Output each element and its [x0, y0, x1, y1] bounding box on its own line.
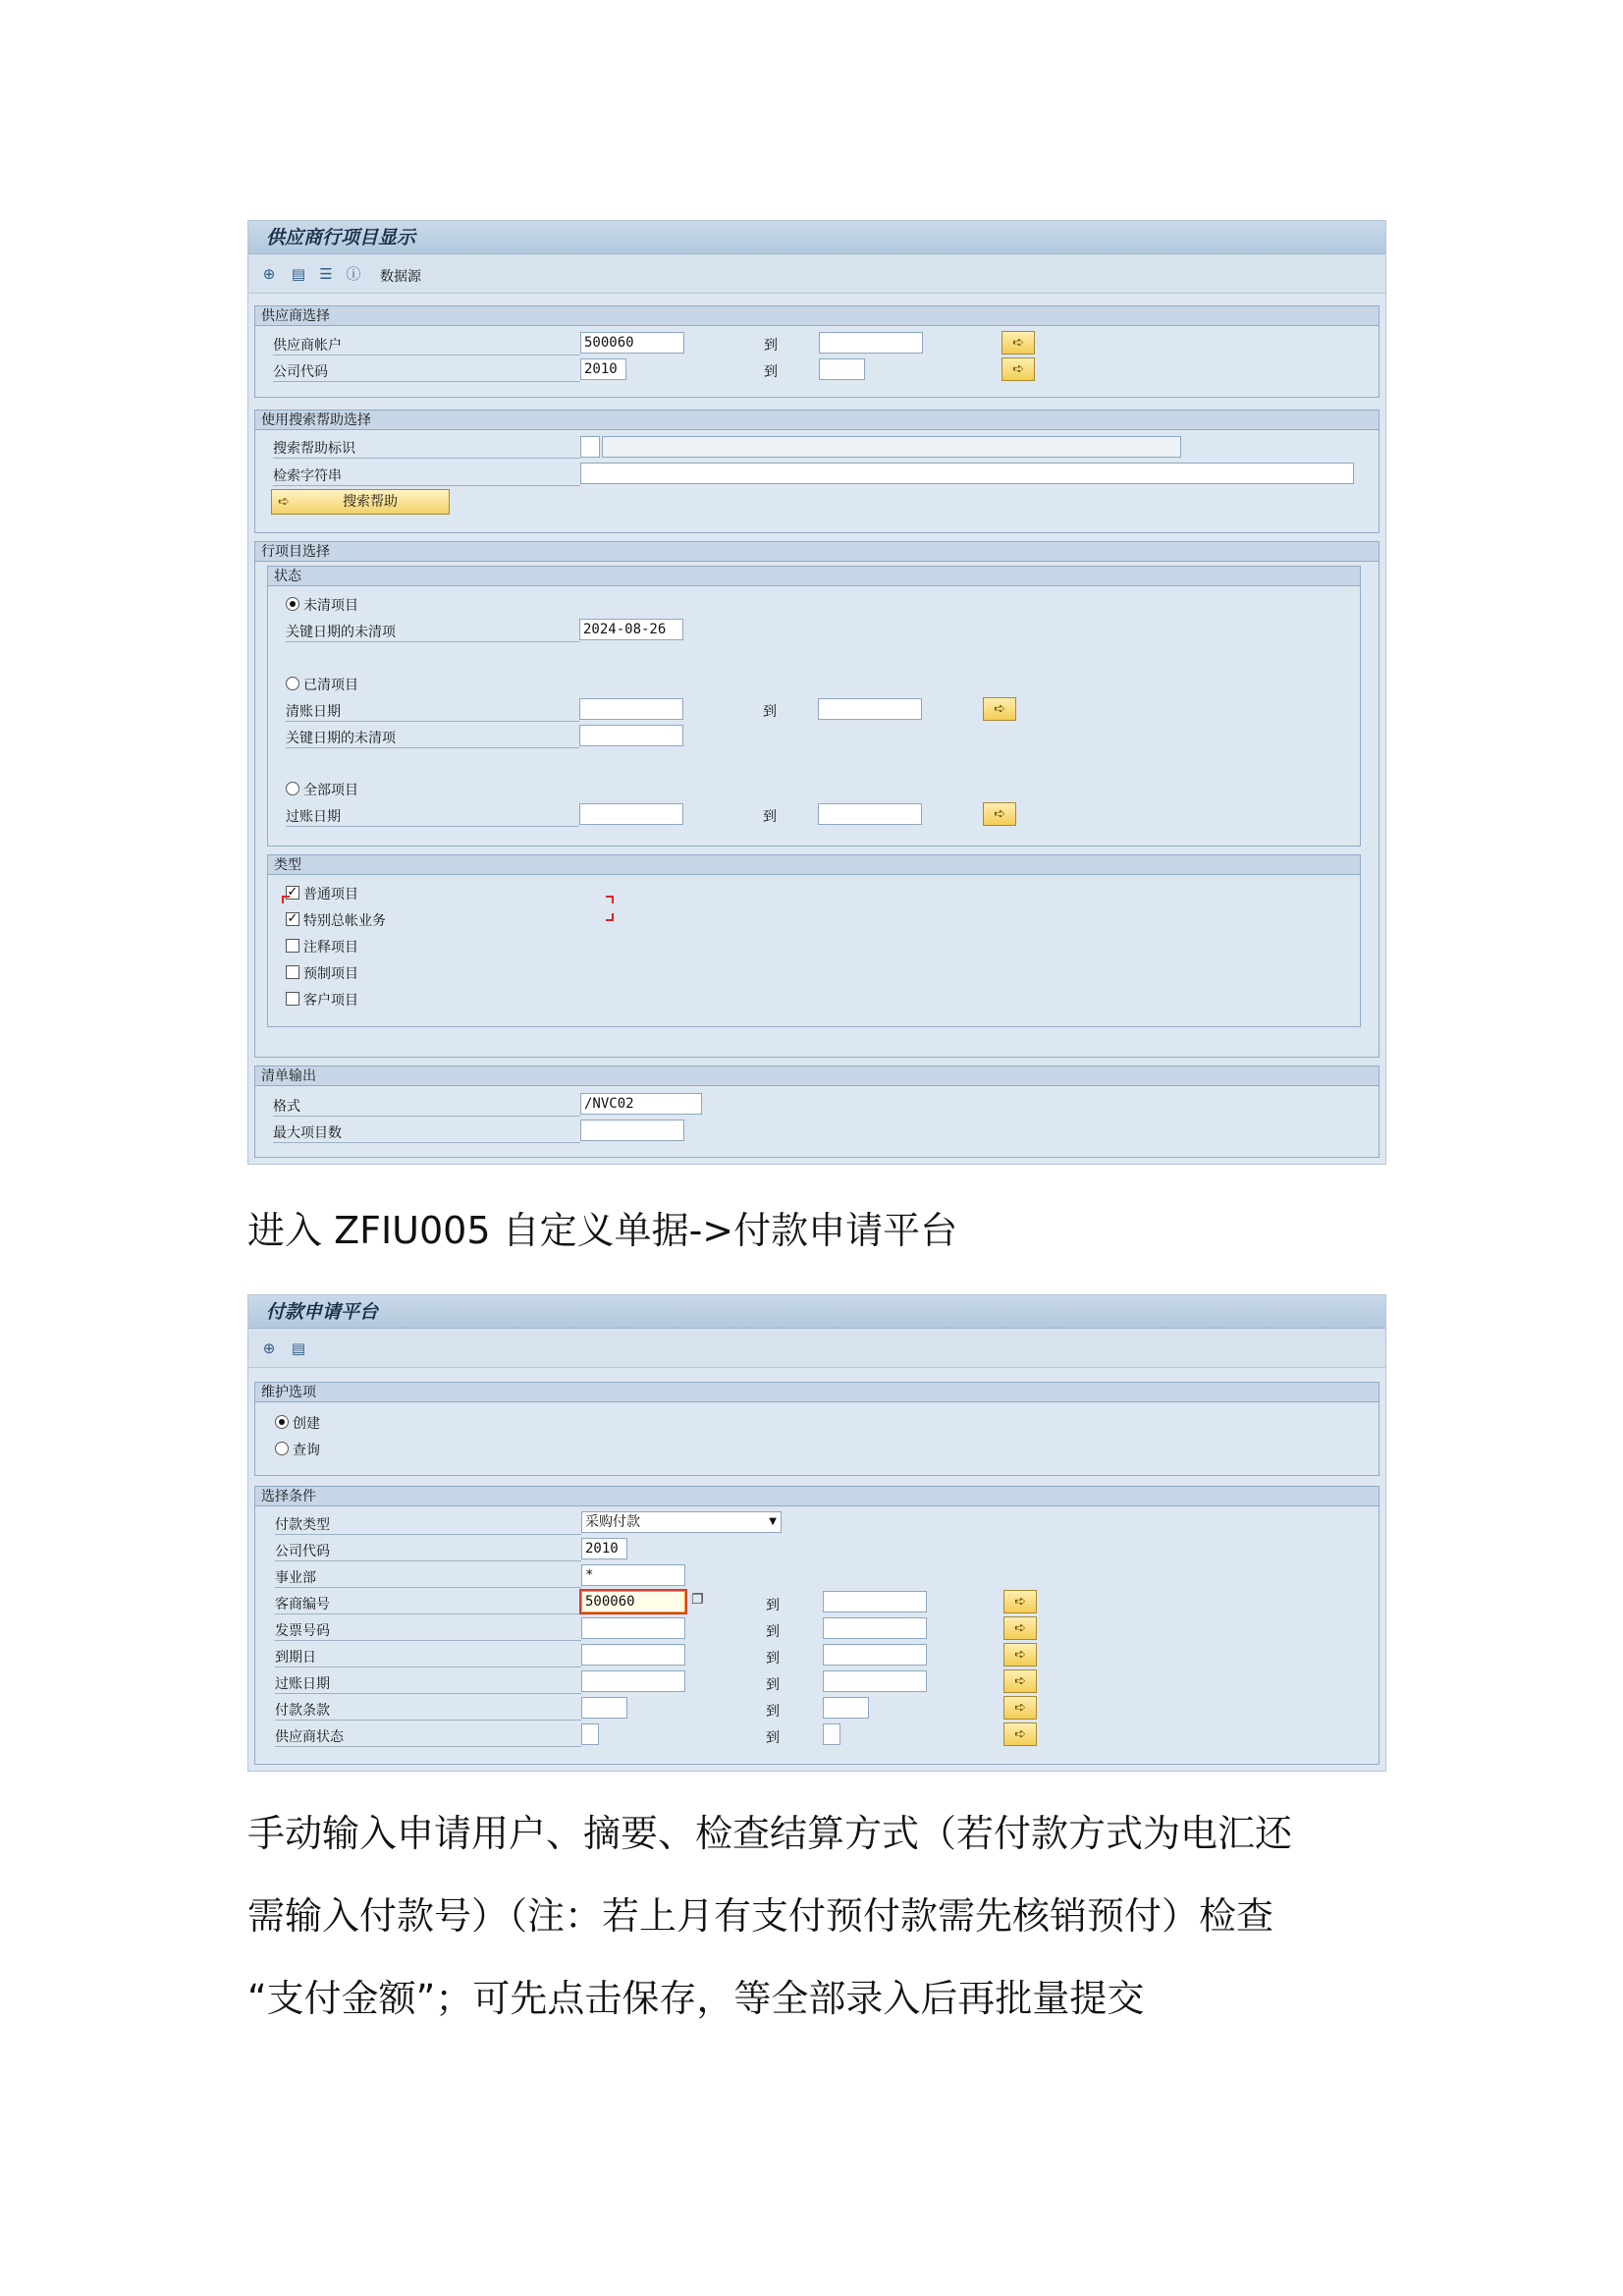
- selection-list-icon[interactable]: ☰: [319, 265, 333, 283]
- search-help-id-description: [602, 436, 1181, 458]
- vendor-no-from-input[interactable]: 500060: [581, 1591, 685, 1613]
- divider: [275, 1587, 581, 1588]
- payment-terms-from-input[interactable]: [581, 1697, 627, 1719]
- type-checkbox[interactable]: [286, 965, 299, 979]
- type-checkbox-label: 客户项目: [303, 993, 358, 1009]
- type-checkbox[interactable]: [286, 939, 299, 953]
- vendor-status-label: 供应商状态: [275, 1729, 344, 1745]
- type-checkbox[interactable]: [286, 992, 299, 1006]
- vendor-line-item-display-screen: [247, 220, 1386, 1165]
- to-label: 到: [764, 338, 778, 354]
- posting-date-from-input[interactable]: [581, 1670, 685, 1692]
- to-label: 到: [766, 1704, 780, 1720]
- line-item-selection-group: [254, 541, 1380, 1058]
- due-date-to-input[interactable]: [823, 1644, 927, 1666]
- type-subgroup: [267, 854, 1361, 1027]
- instruction-text: 进入 ZFIU005 自定义单据->付款申请平台: [247, 1209, 958, 1252]
- key-date-label: 关键日期的未清项: [286, 625, 396, 640]
- instruction-paragraph-line-1: 手动输入申请用户、摘要、检查结算方式（若付款方式为电汇还: [247, 1812, 1293, 1855]
- vendor-selection-group: [254, 305, 1380, 398]
- red-corner-mark: [282, 896, 290, 903]
- payment-request-platform-screen: [247, 1294, 1386, 1772]
- dropdown-arrow-icon: ▼: [769, 1516, 777, 1527]
- arrow-icon: ➪: [278, 494, 290, 510]
- search-string-label: 检索字符串: [273, 468, 342, 484]
- search-help-group: [254, 410, 1380, 533]
- multiple-selection-button[interactable]: ➪: [1003, 1696, 1037, 1720]
- multiple-selection-button[interactable]: ➪: [1003, 1616, 1037, 1640]
- business-unit-input[interactable]: *: [581, 1564, 685, 1586]
- divider: [286, 747, 579, 748]
- selection-criteria-group: [254, 1486, 1380, 1765]
- execute-icon[interactable]: ⊕: [262, 265, 276, 283]
- layout-label: 格式: [273, 1099, 300, 1115]
- open-items-radio[interactable]: [286, 597, 299, 611]
- to-label: 到: [763, 809, 777, 825]
- clearing-date-label: 清账日期: [286, 704, 341, 720]
- multiple-selection-button[interactable]: ➪: [1003, 1669, 1037, 1693]
- variant-icon[interactable]: ▤: [291, 265, 306, 283]
- create-radio[interactable]: [275, 1415, 289, 1429]
- posting-date-to-input[interactable]: [823, 1670, 927, 1692]
- divider: [286, 826, 579, 827]
- create-label: 创建: [293, 1416, 320, 1432]
- to-label: 到: [766, 1730, 780, 1746]
- key-date-input-2[interactable]: [579, 725, 683, 746]
- invoice-no-label: 发票号码: [275, 1623, 330, 1639]
- max-items-label: 最大项目数: [273, 1125, 342, 1141]
- type-checkbox-label: 注释项目: [303, 940, 358, 956]
- divider: [275, 1640, 581, 1641]
- invoice-no-from-input[interactable]: [581, 1617, 685, 1639]
- divider: [275, 1560, 581, 1561]
- multiple-selection-button[interactable]: ➪: [1003, 1643, 1037, 1667]
- divider: [273, 1142, 580, 1143]
- posting-date-to-input[interactable]: [818, 803, 922, 825]
- vendor-status-from-input[interactable]: [581, 1723, 599, 1745]
- all-items-label: 全部项目: [303, 783, 358, 798]
- multiple-selection-button[interactable]: ➪: [1003, 1722, 1037, 1746]
- layout-input[interactable]: /NVC02: [580, 1093, 702, 1115]
- divider: [275, 1720, 581, 1721]
- invoice-no-to-input[interactable]: [823, 1617, 927, 1639]
- key-date-input[interactable]: 2024-08-26: [579, 619, 683, 640]
- divider: [275, 1693, 581, 1694]
- type-checkbox-label: 特别总帐业务: [303, 913, 386, 929]
- multiple-selection-button[interactable]: ➪: [983, 697, 1016, 721]
- key-date-label-2: 关键日期的未清项: [286, 731, 396, 746]
- group-title: 类型: [268, 855, 1360, 875]
- copy-icon[interactable]: ❐: [691, 1592, 704, 1608]
- query-radio[interactable]: [275, 1442, 289, 1455]
- instruction-paragraph-line-2: 需输入付款号）（注：若上月有支付预付款需先核销预付）检查: [247, 1894, 1274, 1938]
- divider: [275, 1746, 581, 1747]
- vendor-status-to-input[interactable]: [823, 1723, 840, 1745]
- to-label: 到: [766, 1598, 780, 1613]
- variant-icon[interactable]: ▤: [291, 1339, 306, 1357]
- screen-title: 供应商行项目显示: [248, 221, 1385, 254]
- red-corner-mark: [606, 896, 614, 903]
- status-subgroup: [267, 566, 1361, 847]
- group-title: 使用搜索帮助选择: [255, 410, 1379, 430]
- posting-date-label: 过账日期: [275, 1676, 330, 1692]
- info-icon[interactable]: ⓘ: [346, 265, 361, 283]
- divider: [273, 381, 580, 382]
- multiple-selection-button[interactable]: ➪: [983, 802, 1016, 826]
- group-title: 状态: [268, 567, 1360, 586]
- to-label: 到: [766, 1624, 780, 1640]
- company-code-input[interactable]: 2010: [581, 1538, 627, 1559]
- max-items-input[interactable]: [580, 1120, 684, 1141]
- execute-icon[interactable]: ⊕: [262, 1339, 276, 1357]
- payment-terms-to-input[interactable]: [823, 1697, 869, 1719]
- clearing-date-from-input[interactable]: [579, 698, 683, 720]
- screen-title: 付款申请平台: [248, 1295, 1385, 1329]
- group-title: 行项目选择: [255, 542, 1379, 562]
- search-help-button[interactable]: [271, 489, 450, 515]
- cleared-items-radio[interactable]: [286, 677, 299, 690]
- clearing-date-to-input[interactable]: [818, 698, 922, 720]
- list-output-group: [254, 1066, 1380, 1158]
- business-unit-label: 事业部: [275, 1570, 316, 1586]
- divider: [286, 721, 579, 722]
- vendor-account-to-input[interactable]: [819, 332, 923, 354]
- to-label: 到: [766, 1651, 780, 1667]
- group-title: 清单输出: [255, 1066, 1379, 1086]
- open-items-label: 未清项目: [303, 598, 358, 614]
- divider: [273, 485, 580, 486]
- to-label: 到: [764, 364, 778, 380]
- divider: [273, 458, 580, 459]
- maintain-options-group: [254, 1382, 1380, 1476]
- due-date-label: 到期日: [275, 1650, 316, 1666]
- payment-type-label: 付款类型: [275, 1517, 330, 1533]
- search-help-id-label: 搜索帮助标识: [273, 441, 355, 457]
- vendor-account-from-input[interactable]: 500060: [580, 332, 684, 354]
- posting-date-from-input[interactable]: [579, 803, 683, 825]
- company-code-from-input[interactable]: 2010: [580, 358, 626, 380]
- type-checkbox[interactable]: ✓: [287, 911, 298, 926]
- to-label: 到: [766, 1677, 780, 1693]
- search-string-input[interactable]: [580, 463, 1354, 484]
- vendor-no-to-input[interactable]: [823, 1591, 927, 1613]
- divider: [286, 641, 579, 642]
- multiple-selection-button[interactable]: ➪: [1001, 331, 1035, 355]
- group-title: 维护选项: [255, 1383, 1379, 1402]
- divider: [275, 1534, 581, 1535]
- cleared-items-label: 已清项目: [303, 678, 358, 693]
- due-date-from-input[interactable]: [581, 1644, 685, 1666]
- type-checkbox-label: 预制项目: [303, 966, 358, 982]
- company-code-to-input[interactable]: [819, 358, 865, 380]
- company-code-label: 公司代码: [273, 364, 328, 380]
- multiple-selection-button[interactable]: ➪: [1003, 1590, 1037, 1613]
- instruction-paragraph-line-3: “支付金额”；可先点击保存，等全部录入后再批量提交: [247, 1977, 1145, 2020]
- posting-date-label: 过账日期: [286, 809, 341, 825]
- all-items-radio[interactable]: [286, 782, 299, 795]
- red-corner-mark: [606, 913, 614, 921]
- toolbar: [248, 1329, 1385, 1368]
- payment-terms-label: 付款条款: [275, 1703, 330, 1719]
- divider: [275, 1613, 581, 1614]
- payment-type-select[interactable]: [581, 1511, 782, 1533]
- divider: [273, 1116, 580, 1117]
- vendor-no-label: 客商编号: [275, 1597, 330, 1613]
- payment-type-value: 采购付款: [585, 1514, 640, 1530]
- type-checkbox-label: 普通项目: [303, 887, 358, 902]
- search-help-id-input[interactable]: [580, 436, 600, 458]
- company-code-label: 公司代码: [275, 1544, 330, 1559]
- vendor-account-label: 供应商帐户: [273, 338, 342, 354]
- to-label: 到: [763, 704, 777, 720]
- multiple-selection-button[interactable]: ➪: [1001, 357, 1035, 381]
- query-label: 查询: [293, 1443, 320, 1458]
- data-source-button[interactable]: 数据源: [380, 269, 421, 285]
- toolbar: [248, 254, 1385, 294]
- search-help-button-label: 搜索帮助: [343, 494, 398, 510]
- type-checkbox[interactable]: ✓: [287, 885, 298, 900]
- group-title: 供应商选择: [255, 306, 1379, 326]
- group-title: 选择条件: [255, 1487, 1379, 1506]
